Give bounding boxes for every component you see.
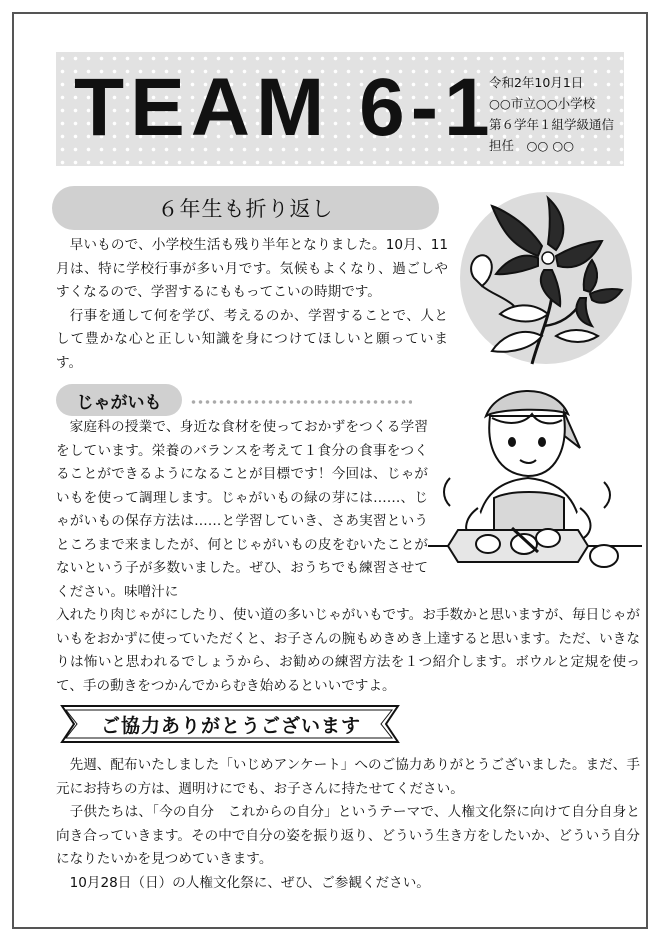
section-body-potato-wide: [56, 604, 640, 698]
section-body-thanks: [56, 754, 640, 895]
header-info: [489, 72, 614, 156]
section-heading-text: じゃがいも: [76, 392, 162, 413]
section-body-halfway: [56, 234, 448, 375]
dotted-divider: [190, 400, 412, 404]
cooking-child-illustration: [428, 378, 642, 588]
section-body-potato: [56, 416, 428, 604]
paragraph: 先週、配布いたしました「いじめアンケート」へのご協力ありがとうございました。まだ、手元にお持ちの方は、週明けにでも、お子さんに持たせてください。: [56, 757, 640, 797]
paragraph: 子供たちは、「今の自分 これからの自分」というテーマで、人権文化祭に向けて自分自身と向き合っていきます。その中で自分の姿を振り返り、どういう生き方をしたいか、どういう自分になりたいかを見つめていきます。: [56, 804, 640, 867]
section-heading-text: ６年生も折り返し: [157, 197, 334, 221]
flower-illustration: [452, 186, 632, 366]
school-name: ○○市立○○小学校: [488, 96, 596, 111]
section-heading-potato: [56, 384, 182, 416]
section-heading-halfway: [52, 186, 439, 230]
newsletter-name: 第６学年１組学級通信: [488, 117, 614, 132]
paragraph: 入れたり肉じゃがにしたり、使い道の多いじゃがいもです。お手数かと思いますが、毎日じゃがいもをおかずに使っていただくと、お子さんの腕もめきめき上達すると思います。ただ、いきなりは怖いと思われるでしょうから、お勧めの練習方法を１つ紹介します。ボウルと定規を使って、手の動きをつかんでからむき始めるといいですよ。: [56, 607, 640, 694]
newsletter-title: TEAM 6-1: [74, 62, 496, 153]
paragraph: 早いもので、小学校生活も残り半年となりました。10月、11月は、特に学校行事が多い月です。気候もよくなり、過ごしやすくなるので、学習するにももってこいの時期です。: [56, 237, 448, 300]
paragraph: 家庭科の授業で、身近な食材を使っておかずをつくる学習をしています。栄養のバランスを考えて１食分の食事をつくることができるようになることが目標です！今回は、じゃがいもを使って調理します。じゃがいもの緑の芽には……、じゃがいもの保存方法は……と学習していき、さあ実習というところまで来ましたが、何とじゃがいもの皮をむいたことがないという子が多数いました。ぜひ、おうちでも練習させてください。味噌汁に: [56, 419, 428, 600]
section-heading-text: ご協力ありがとうございます: [100, 714, 361, 737]
paragraph: 行事を通して何を学び、考えるのか、学習することで、人として豊かな心と正しい知識を身につけてほしいと願っています。: [56, 307, 448, 371]
section-heading-thanks: [60, 704, 400, 744]
issue-date: 令和2年10月1日: [488, 75, 584, 90]
teacher-name: 担任 ○○ ○○: [488, 138, 575, 153]
paragraph: 10月28日（日）の人権文化祭に、ぜひ、ご参観ください。: [69, 874, 430, 891]
